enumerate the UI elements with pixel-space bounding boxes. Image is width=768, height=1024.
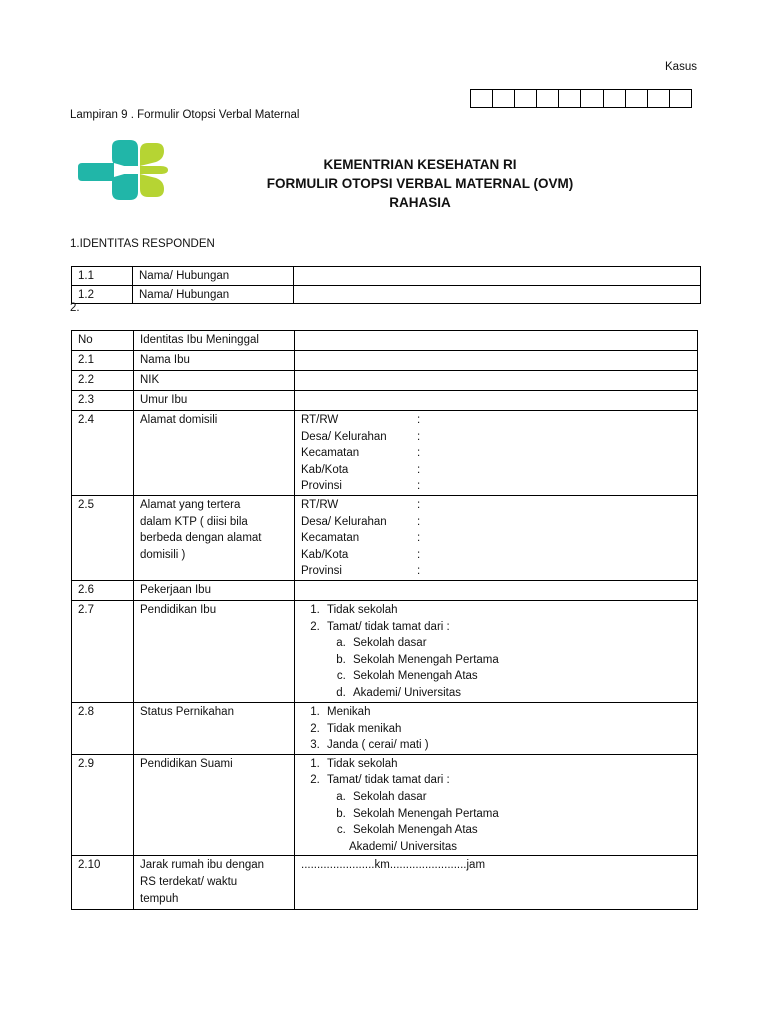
sub-option-item[interactable]: b. Sekolah Menengah Pertama (349, 806, 691, 823)
address-line: Provinsi : (301, 480, 421, 493)
row-label: NIK (134, 371, 295, 391)
row-label: Pekerjaan Ibu (134, 581, 295, 601)
kasus-digit-box[interactable] (581, 90, 603, 107)
row-number: 2.1 (72, 351, 134, 371)
table-row (72, 411, 698, 496)
kasus-digit-box[interactable] (626, 90, 648, 107)
address-line: Provinsi : (301, 565, 421, 578)
header-label: Identitas Ibu Meninggal (134, 331, 295, 351)
kemenkes-logo-icon (74, 137, 172, 203)
option-item[interactable]: 2. Tamat/ tidak tamat dari : a. Sekolah dasar b. Sekolah Menengah Pertama c. Sekolah Menengah Atas d. Akademi/ Universitas (323, 619, 691, 702)
address-line: Desa/ Kelurahan : (301, 430, 421, 443)
section-2-title: 2. (70, 302, 80, 314)
occupation-field[interactable] (295, 581, 698, 601)
kasus-digit-box[interactable] (648, 90, 670, 107)
row-label: Nama/ Hubungan (133, 267, 294, 286)
option-item[interactable]: 3. Janda ( cerai/ mati ) (323, 737, 691, 754)
row-label: Umur Ibu (134, 391, 295, 411)
row-number: 2.7 (72, 601, 134, 703)
table-row (72, 754, 698, 856)
address-line: Kecamatan : (301, 532, 421, 545)
table-row (72, 391, 698, 411)
section-1-title: 1.IDENTITAS RESPONDEN (70, 238, 215, 250)
sub-option-item[interactable]: d. Akademi/ Universitas (349, 685, 691, 702)
kasus-number-boxes[interactable] (470, 89, 692, 108)
header-confidential: RAHASIA (389, 195, 451, 210)
row-number: 2.10 (72, 856, 134, 910)
lampiran-caption: Lampiran 9 . Formulir Otopsi Verbal Maternal (70, 109, 300, 121)
respondent-table (71, 266, 701, 304)
sub-option-item[interactable]: a. Sekolah dasar (349, 789, 691, 806)
address-line: RT/RW : (301, 414, 421, 426)
mother-education-options[interactable] (295, 601, 698, 703)
domicile-address-fields[interactable] (295, 411, 698, 496)
option-item[interactable]: 2. Tidak menikah (323, 721, 691, 738)
row-label: Jarak rumah ibu dengan RS terdekat/ waktu tempuh (134, 856, 295, 910)
row-number: 2.2 (72, 371, 134, 391)
table-row (72, 581, 698, 601)
kasus-digit-box[interactable] (670, 90, 691, 107)
sub-option-item[interactable]: c. Sekolah Menengah Atas (349, 822, 691, 839)
table-row (72, 703, 698, 755)
option-item[interactable]: 1. Menikah (323, 704, 691, 721)
row-number: 1.1 (72, 267, 133, 286)
address-line: Kecamatan : (301, 447, 421, 460)
row-number: 2.9 (72, 754, 134, 856)
kasus-digit-box[interactable] (493, 90, 515, 107)
row-label: Nama/ Hubungan (133, 285, 294, 304)
option-item[interactable]: 2. Tamat/ tidak tamat dari : a. Sekolah dasar b. Sekolah Menengah Pertama c. Sekolah Menengah Atas (323, 772, 691, 838)
sub-option-item[interactable]: a. Sekolah dasar (349, 635, 691, 652)
address-line: Kab/Kota : (301, 548, 421, 561)
row-number: 2.4 (72, 411, 134, 496)
table-row (72, 285, 701, 304)
row-number: 2.5 (72, 496, 134, 581)
table-row (72, 496, 698, 581)
nik-field[interactable] (295, 371, 698, 391)
form-header (200, 155, 640, 212)
sub-option-item[interactable]: c. Sekolah Menengah Atas (349, 668, 691, 685)
table-row (72, 371, 698, 391)
mother-identity-table (71, 330, 698, 910)
kasus-digit-box[interactable] (559, 90, 581, 107)
address-line: Kab/Kota : (301, 463, 421, 476)
ktp-address-fields[interactable] (295, 496, 698, 581)
option-item[interactable]: Akademi/ Universitas (349, 840, 458, 853)
row-label: Nama Ibu (134, 351, 295, 371)
header-value (295, 331, 698, 351)
row-label: Alamat domisili (134, 411, 295, 496)
row-number: 2.6 (72, 581, 134, 601)
kasus-digit-box[interactable] (604, 90, 626, 107)
address-line: Desa/ Kelurahan : (301, 515, 421, 528)
distance-time-field[interactable]: .......................km........................jam (295, 856, 698, 910)
row-label: Pendidikan Suami (134, 754, 295, 856)
option-item[interactable]: 1. Tidak sekolah (323, 602, 691, 619)
table-row (72, 601, 698, 703)
marital-status-options[interactable] (295, 703, 698, 755)
row-number: 2.8 (72, 703, 134, 755)
row-number: 2.3 (72, 391, 134, 411)
kasus-digit-box[interactable] (471, 90, 493, 107)
kasus-digit-box[interactable] (537, 90, 559, 107)
table-row (72, 351, 698, 371)
kasus-digit-box[interactable] (515, 90, 537, 107)
table-row (72, 267, 701, 286)
kasus-label: Kasus (665, 61, 697, 73)
address-line: RT/RW : (301, 499, 421, 511)
header-ministry: KEMENTRIAN KESEHATAN RI (323, 157, 517, 172)
husband-education-options[interactable] (295, 754, 698, 856)
option-item[interactable]: 1. Tidak sekolah (323, 756, 691, 773)
table-row (72, 856, 698, 910)
row-label: Status Pernikahan (134, 703, 295, 755)
row-label: Alamat yang tertera dalam KTP ( diisi bila berbeda dengan alamat domisili ) (134, 496, 295, 581)
row-number: 1.2 (72, 285, 133, 304)
age-field[interactable] (295, 391, 698, 411)
mother-name-field[interactable] (295, 351, 698, 371)
header-no: No (72, 331, 134, 351)
sub-option-item[interactable]: b. Sekolah Menengah Pertama (349, 652, 691, 669)
header-form-title: FORMULIR OTOPSI VERBAL MATERNAL (OVM) (266, 176, 574, 191)
respondent-name-field-2[interactable] (294, 285, 701, 304)
row-label: Pendidikan Ibu (134, 601, 295, 703)
table-header-row (72, 331, 698, 351)
respondent-name-field-1[interactable] (294, 267, 701, 286)
